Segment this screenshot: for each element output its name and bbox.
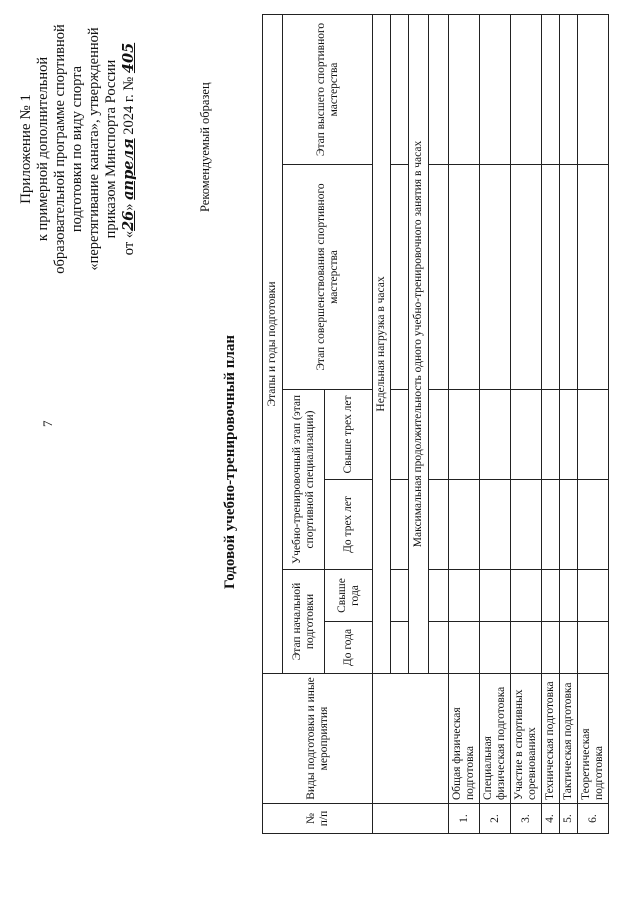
stage-improvement-header: Этап совершенствования спортивного мастерства (283, 165, 373, 390)
value-cell (449, 622, 480, 674)
date-mid: » (121, 203, 137, 211)
page-number: 7 (40, 420, 55, 427)
value-cell (449, 480, 480, 570)
value-cell (542, 165, 560, 390)
appendix-line-4: подготовки по виду спорта (69, 65, 85, 233)
handwritten-order-number: 405 (120, 42, 137, 74)
value-cell (480, 165, 511, 390)
empty-cell (373, 804, 449, 834)
value-cell (542, 480, 560, 570)
empty-cell (373, 674, 449, 804)
value-cell (449, 14, 480, 164)
value-cell (449, 165, 480, 390)
appendix-line-5: «перетягивание каната», утвержденной (86, 27, 102, 271)
value-cell (429, 390, 449, 480)
row-label: Тактическая подготовка (560, 674, 578, 804)
value-cell (578, 390, 609, 480)
stage-training-header: Учебно-тренировочный этап (этап спортивной специализации) (283, 390, 325, 570)
value-cell (542, 570, 560, 622)
value-cell (560, 622, 578, 674)
recommended-sample: Рекомендуемый образец (198, 82, 212, 212)
value-cell (449, 570, 480, 622)
table-row (449, 14, 480, 833)
sub-upto-year: До года (325, 622, 373, 674)
appendix-header (18, 14, 138, 284)
row-number: 2. (480, 804, 511, 834)
row-label: Специальная физическая подготовка (480, 674, 511, 804)
row-number: 1. (449, 804, 480, 834)
value-cell (429, 165, 449, 390)
handwritten-day: 26 (120, 210, 137, 231)
col-types-header: Виды подготовки и иные мероприятия (263, 674, 373, 804)
table-row (578, 14, 609, 833)
value-cell (578, 165, 609, 390)
row-label: Общая физическая подготовка (449, 674, 480, 804)
row-label: Участие в спортивных соревнованиях (511, 674, 542, 804)
appendix-line-1: Приложение № 1 (18, 94, 34, 204)
value-cell (391, 622, 409, 674)
value-cell (511, 570, 542, 622)
value-cell (391, 165, 409, 390)
header-row-1 (263, 14, 283, 833)
value-cell (480, 570, 511, 622)
sub-over-year: Свыше года (325, 570, 373, 622)
value-cell (560, 570, 578, 622)
value-cell (480, 622, 511, 674)
stage-higher-header: Этап высшего спортивного мастерства (283, 14, 373, 164)
value-cell (542, 390, 560, 480)
weekly-load-row (373, 14, 391, 833)
sub-over-three: Свыше трех лет (325, 390, 373, 480)
value-cell (480, 480, 511, 570)
value-cell (578, 480, 609, 570)
table-row (542, 14, 560, 833)
value-cell (429, 570, 449, 622)
table-row (511, 14, 542, 833)
value-cell (511, 622, 542, 674)
date-prefix: от « (121, 230, 137, 256)
stage-initial-header: Этап начальной подготовки (283, 570, 325, 674)
value-cell (480, 14, 511, 164)
value-cell (391, 14, 409, 164)
row-number: 5. (560, 804, 578, 834)
document-title: Годовой учебно-тренировочный план (222, 335, 238, 589)
value-cell (511, 390, 542, 480)
value-cell (511, 14, 542, 164)
row-number: 3. (511, 804, 542, 834)
max-duration-label: Максимальная продолжительность одного учебно-тренировочного занятия в часах (409, 14, 429, 673)
stages-header: Этапы и годы подготовки (263, 14, 283, 673)
value-cell (560, 480, 578, 570)
handwritten-month: апреля (120, 138, 137, 200)
sub-upto-three: До трех лет (325, 480, 373, 570)
value-cell (449, 390, 480, 480)
table-row (560, 14, 578, 833)
value-cell (560, 14, 578, 164)
col-num-header: № п/п (263, 804, 373, 834)
table-row (480, 14, 511, 833)
row-number: 6. (578, 804, 609, 834)
row-label: Теоретическая подготовка (578, 674, 609, 804)
value-cell (391, 480, 409, 570)
training-plan-table (262, 14, 609, 834)
appendix-line-2: к примерной дополнительной (35, 56, 51, 242)
row-number: 4. (542, 804, 560, 834)
row-label: Техническая подготовка (542, 674, 560, 804)
value-cell (578, 622, 609, 674)
value-cell (391, 390, 409, 480)
value-cell (429, 480, 449, 570)
value-cell (391, 570, 409, 622)
value-cell (511, 480, 542, 570)
appendix-date-line (120, 14, 138, 284)
value-cell (480, 390, 511, 480)
value-cell (560, 390, 578, 480)
value-cell (560, 165, 578, 390)
year-text: 2024 г. № (121, 76, 137, 135)
weekly-load-label: Недельная нагрузка в часах (373, 14, 391, 673)
value-cell (429, 622, 449, 674)
value-cell (578, 14, 609, 164)
value-cell (542, 14, 560, 164)
value-cell (578, 570, 609, 622)
value-cell (511, 165, 542, 390)
value-cell (429, 14, 449, 164)
appendix-line-3: образовательной программе спортивной (52, 24, 68, 274)
value-cell (542, 622, 560, 674)
appendix-line-6: приказом Минспорта России (103, 59, 119, 239)
